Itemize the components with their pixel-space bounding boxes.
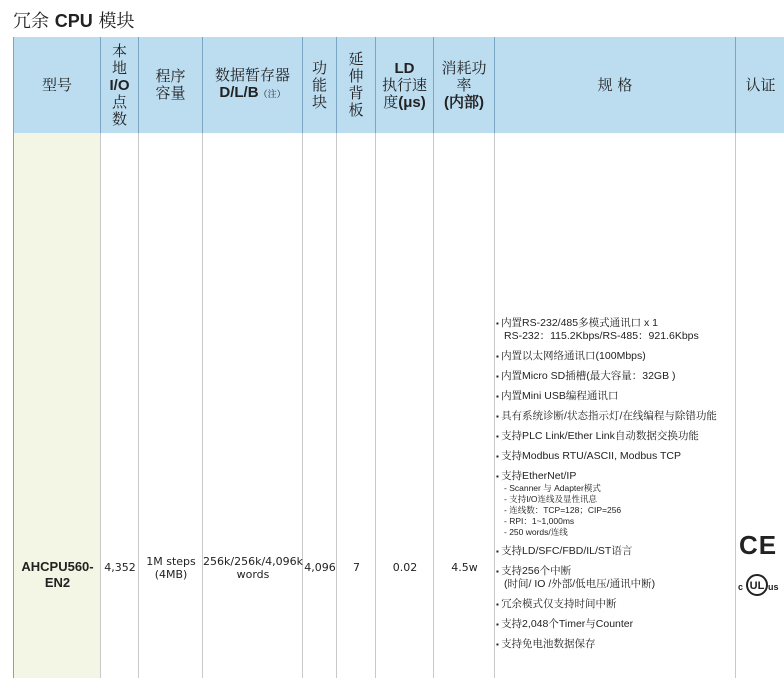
ld-speed-cell: 0.02 — [392, 561, 418, 574]
spec-item: ▪ 内置Micro SD插槽(最大容量：32GB ) — [496, 370, 741, 383]
spec-item: ▪ 内置Mini USB编程通讯口 — [496, 390, 741, 403]
page-title — [13, 7, 134, 33]
spec-sub-item: - Scanner 与 Adapter模式 — [504, 483, 601, 493]
spec-item: ▪ 内置RS-232/485多模式通讯口 x 1 RS-232：115.2Kbps/RS-485：921.6Kbps — [496, 317, 741, 343]
spec-item: ▪ 支持LD/SFC/FBD/IL/ST语言 — [496, 545, 741, 558]
col-ld-speed — [376, 133, 434, 678]
spec-sub-item: - 连线数：TCP=128；CIP=256 — [504, 505, 622, 515]
col-io — [101, 133, 139, 678]
header-function: 功 能 块 — [303, 37, 337, 133]
title-prefix: 冗余 — [13, 11, 49, 32]
col-function — [303, 133, 337, 678]
spec-list — [496, 317, 744, 658]
spec-item: ▪ 支持PLC Link/Ether Link自动数据交换功能 — [496, 430, 741, 443]
col-register — [203, 133, 303, 678]
io-cell: 4,352 — [104, 561, 136, 574]
extension-cell: 7 — [353, 561, 360, 574]
power-cell: 4.5w — [451, 561, 478, 574]
header-extension: 延 伸 背 板 — [337, 37, 376, 133]
header-model: 型号 — [14, 37, 101, 133]
spec-item: ▪ 内置以太网络通讯口(100Mbps) — [496, 350, 741, 363]
header-ld-speed: LD 执行速 度(μs) — [376, 37, 434, 133]
program-cell: 1M steps (4MB) — [146, 555, 196, 581]
function-cell: 4,096 — [304, 561, 336, 574]
col-program — [139, 133, 203, 678]
ce-mark-icon: CE — [739, 530, 778, 560]
spec-sub-item: - RPI：1~1,000ms — [504, 516, 575, 526]
spec-item: ▪ 支持256个中断 (时间/ IO /外部/低电压/通讯中断) — [496, 565, 741, 591]
cul-us-mark-icon — [736, 572, 784, 598]
spec-item: ▪ 冗余模式仅支持时间中断 — [496, 598, 741, 611]
col-power — [434, 133, 495, 678]
col-extension — [337, 133, 376, 678]
header-power: 消耗功 率 (内部) — [434, 37, 495, 133]
spec-item: ▪ 支持EtherNet/IP - Scanner 与 Adapter模式 - 支持I/O连线及显性讯息 - 连线数：TCP=128；CIP=256 - RPI：1~1,000ms - 250 words/连线 — [496, 470, 741, 538]
header-io: 本 地 I/O 点 数 — [101, 37, 139, 133]
cul-ul-text: UL — [749, 580, 765, 592]
spec-item: ▪ 支持2,048个Timer与Counter — [496, 618, 741, 631]
cul-us-text: us — [768, 582, 779, 592]
spec-item: ▪ 支持Modbus RTU/ASCII, Modbus TCP — [496, 450, 741, 463]
model-cell: AHCPU560- EN2 — [21, 559, 94, 590]
spec-item: ▪ 支持免电池数据保存 — [496, 638, 741, 651]
register-cell: 256k/256k/4,096k words — [203, 555, 304, 581]
spec-sub-item: - 支持I/O连线及显性讯息 — [504, 494, 598, 504]
header-register: 数据暂存器 D/L/B（注） — [203, 37, 303, 133]
header-cert: 认证 — [736, 37, 784, 133]
header-spec: 规 格 — [495, 37, 736, 133]
spec-sub-item: - 250 words/连线 — [504, 527, 568, 537]
spec-item: ▪ 具有系统诊断/状态指示灯/在线编程与除错功能 — [496, 410, 741, 423]
col-model — [14, 133, 101, 678]
title-suffix: 模块 — [98, 11, 135, 32]
title-cpu: CPU — [54, 11, 93, 31]
header-program: 程序 容量 — [139, 37, 203, 133]
cul-c-text: c — [738, 582, 744, 592]
